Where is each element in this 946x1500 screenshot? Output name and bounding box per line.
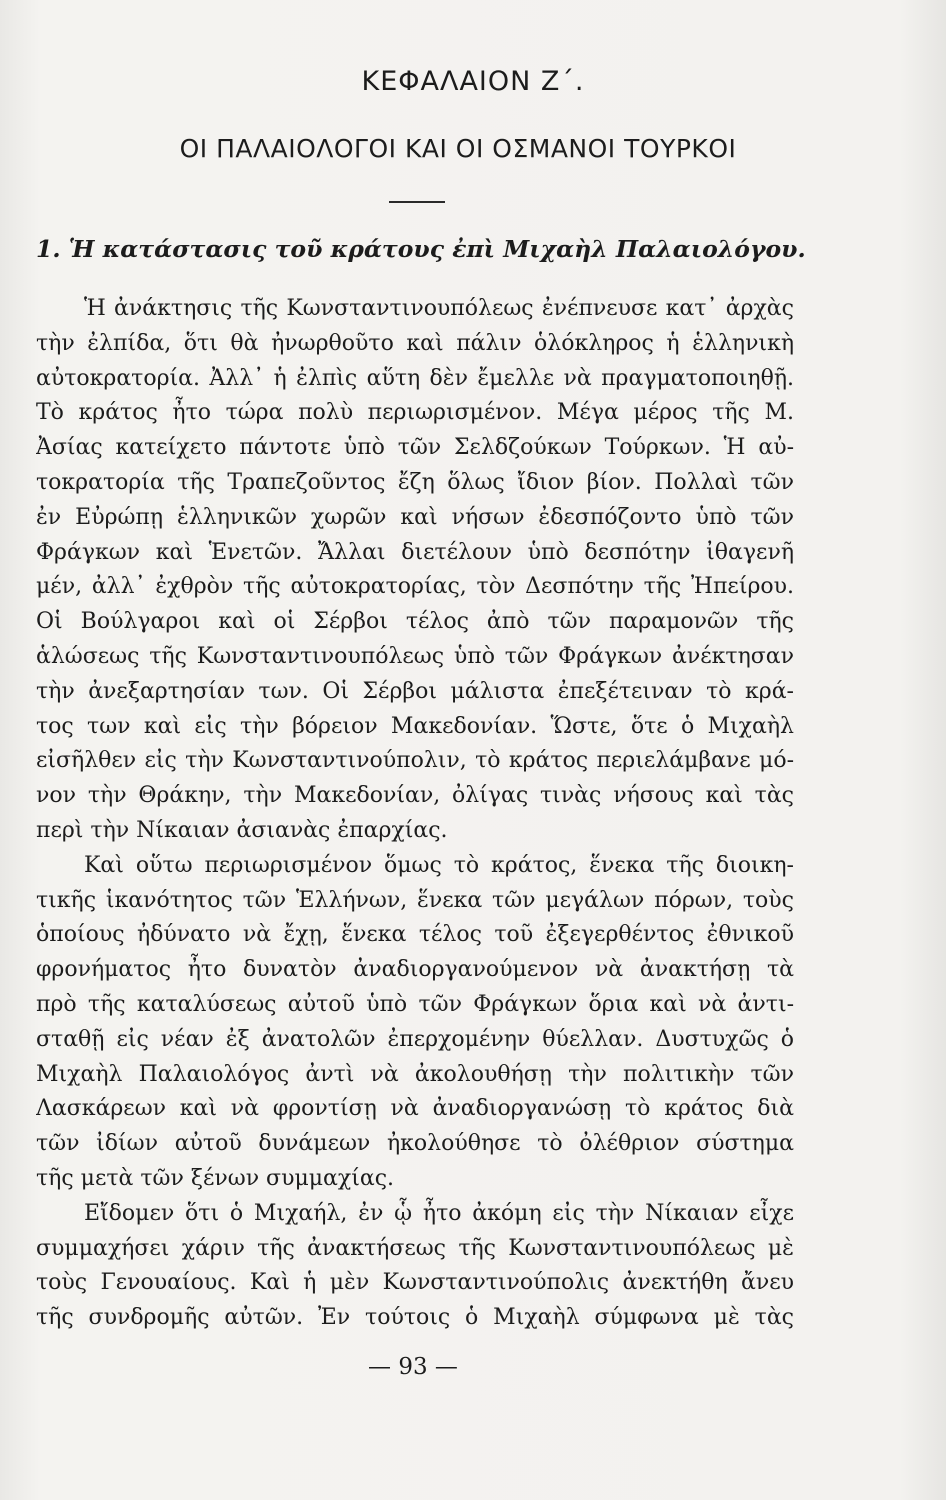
text-line: Φράγκων καὶ Ἑνετῶν. Ἄλλαι διετέλουν ὑπὸ δεσπότην ἰθαγενῆ <box>36 539 794 565</box>
text-line: τὴν ἐλπίδα, ὅτι θὰ ἠνωρθοῦτο καὶ πάλιν ὁλόκληρος ἡ ἑλληνικὴ <box>36 330 794 356</box>
chapter-label: ΚΕΦΑΛΑΙΟΝ Ζ΄. <box>361 66 585 97</box>
text-line: τος των καὶ εἰς τὴν βόρειον Μακεδονίαν. Ὥστε, ὅτε ὁ Μιχαὴλ <box>36 713 794 739</box>
chapter-title: ΟΙ ΠΑΛΑΙΟΛΟΓΟΙ ΚΑΙ ΟΙ ΟΣΜΑΝΟΙ ΤΟΥΡΚΟΙ <box>179 134 737 163</box>
text-line: ἁλώσεως τῆς Κωνσταντινουπόλεως ὑπὸ τῶν Φράγκων ἀνέκτησαν <box>36 643 794 669</box>
text-line: περὶ τὴν Νίκαιαν ἀσιανὰς ἐπαρχίας. <box>36 817 448 843</box>
text-line: Εἴδομεν ὅτι ὁ Μιχαήλ, ἐν ᾧ ἦτο ἀκόμη εἰς τὴν Νίκαιαν εἶχε <box>84 1200 794 1226</box>
text-line: Οἱ Βούλγαροι καὶ οἱ Σέρβοι τέλος ἀπὸ τῶν παραμονῶν τῆς <box>36 609 794 635</box>
text-line: τῆς συνδρομῆς αὐτῶν. Ἐν τούτοις ὁ Μιχαὴλ σύμφωνα μὲ τὰς <box>36 1305 794 1331</box>
text-line: τῶν ἰδίων αὐτοῦ δυνάμεων ἠκολούθησε τὸ ὀλέθριον σύστημα <box>36 1131 794 1157</box>
section-heading: 1. Ἡ κατάστασις τοῦ κράτους ἐπὶ Μιχαὴλ Παλαιολόγου. <box>36 235 806 263</box>
text-line: ὁποίους ἠδύνατο νὰ ἔχῃ, ἕνεκα τέλος τοῦ ἐξεγερθέντος ἐθνικοῦ <box>36 922 794 948</box>
text-line: τικῆς ἱκανότητος τῶν Ἑλλήνων, ἕνεκα τῶν μεγάλων πόρων, τοὺς <box>36 887 794 913</box>
text-line: φρονήματος ἦτο δυνατὸν ἀναδιοργανούμενον νὰ ἀνακτήσῃ τὰ <box>36 957 794 983</box>
text-line: πρὸ τῆς καταλύσεως αὐτοῦ ὑπὸ τῶν Φράγκων ὅρια καὶ νὰ ἀντι- <box>36 991 794 1017</box>
text-line: Ἀσίας κατείχετο πάντοτε ὑπὸ τῶν Σελδζούκων Τούρκων. Ἡ αὐ- <box>36 435 794 461</box>
text-line: συμμαχήσει χάριν τῆς ἀνακτήσεως τῆς Κωνσταντινουπόλεως μὲ <box>36 1235 794 1261</box>
body-text <box>36 292 794 1336</box>
text-line: Καὶ οὕτω περιωρισμένον ὅμως τὸ κράτος, ἕνεκα τῆς διοικη- <box>84 852 794 878</box>
text-line: τοκρατορία τῆς Τραπεζοῦντος ἔζη ὅλως ἴδιον βίον. Πολλαὶ τῶν <box>36 469 794 495</box>
page-number: — 93 — <box>368 1354 458 1380</box>
text-line: ἐν Εὐρώπῃ ἑλληνικῶν χωρῶν καὶ νήσων ἐδεσπόζοντο ὑπὸ τῶν <box>36 504 794 530</box>
text-line: Ἡ ἀνάκτησις τῆς Κωνσταντινουπόλεως ἐνέπνευσε κατ᾿ ἀρχὰς <box>84 296 794 321</box>
text-line: σταθῇ εἰς νέαν ἐξ ἀνατολῶν ἐπερχομένην θύελλαν. Δυστυχῶς ὁ <box>36 1026 794 1052</box>
text-line: νον τὴν Θράκην, τὴν Μακεδονίαν, ὀλίγας τινὰς νήσους καὶ τὰς <box>36 783 794 809</box>
text-line: μέν, ἀλλ᾿ ἐχθρὸν τῆς αὐτοκρατορίας, τὸν Δεσπότην τῆς Ἠπείρου. <box>36 574 794 600</box>
text-line: Λασκάρεων καὶ νὰ φροντίσῃ νὰ ἀναδιοργανώσῃ τὸ κράτος διὰ <box>36 1096 794 1122</box>
text-line: τῆς μετὰ τῶν ξένων συμμαχίας. <box>36 1165 395 1191</box>
text-line: Μιχαὴλ Παλαιολόγος ἀντὶ νὰ ἀκολουθήσῃ τὴν πολιτικὴν τῶν <box>36 1061 794 1087</box>
text-line: τὴν ἀνεξαρτησίαν των. Οἱ Σέρβοι μάλιστα ἐπεξέτειναν τὸ κρά- <box>36 678 794 704</box>
text-line: Τὸ κράτος ἦτο τώρα πολὺ περιωρισμένον. Μέγα μέρος τῆς Μ. <box>36 400 794 426</box>
text-line: αὐτοκρατορία. Ἀλλ᾿ ἡ ἐλπὶς αὕτη δὲν ἔμελλε νὰ πραγματοποιηθῇ. <box>36 365 794 391</box>
text-line: εἰσῆλθεν εἰς τὴν Κωνσταντινούπολιν, τὸ κράτος περιελάμβανε μό- <box>36 748 794 774</box>
title-divider <box>389 201 445 203</box>
text-line: τοὺς Γενουαίους. Καὶ ἡ μὲν Κωνσταντινούπολις ἀνεκτήθη ἄνευ <box>36 1270 794 1296</box>
